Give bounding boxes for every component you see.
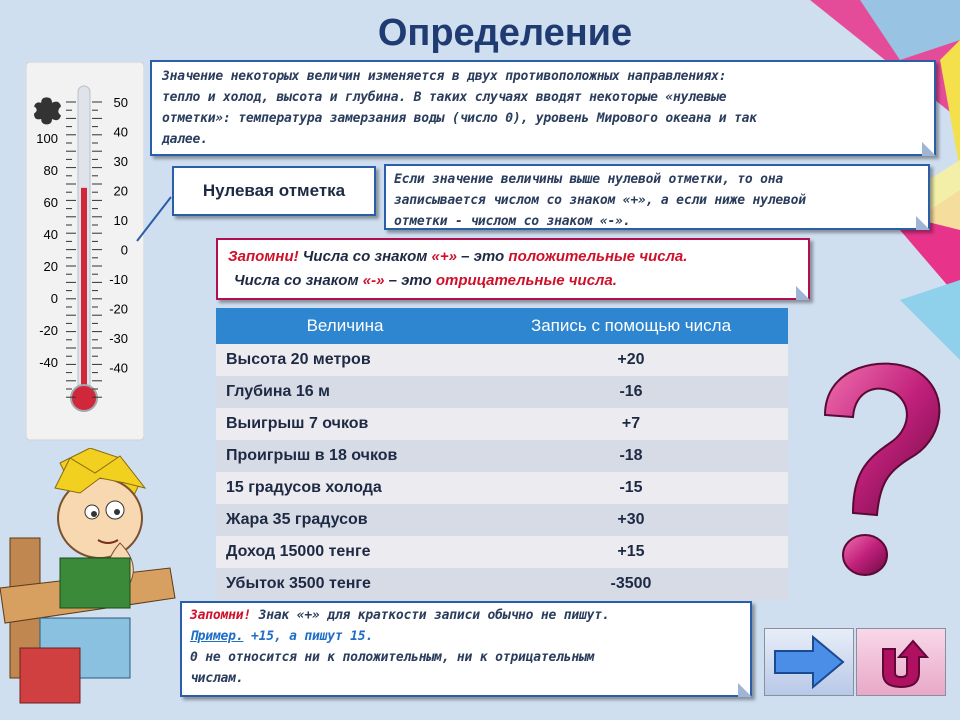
note-line-4: числам. xyxy=(190,671,244,686)
note-callout xyxy=(180,601,752,697)
thermometer-tick-label: 0 xyxy=(120,242,128,258)
minus-sign-text: «-» xyxy=(362,272,385,289)
plus-sign-text: «+» xyxy=(431,248,457,265)
thermometer-tick-label: 0 xyxy=(50,291,58,306)
table-header-record: Запись с помощью числа xyxy=(474,308,788,344)
thermometer-tick-label: -40 xyxy=(39,355,58,370)
note-text: Знак «+» для краткости записи обычно не пишут. xyxy=(251,608,610,623)
page-fold xyxy=(922,142,936,156)
zero-mark-callout xyxy=(384,164,930,230)
definition-line: Значение некоторых величин изменяется в двух противоположных направлениях: xyxy=(162,69,727,84)
thermometer-tick-label: -30 xyxy=(109,331,128,346)
table-cell-quantity: 15 градусов холода xyxy=(216,472,474,504)
page-fold xyxy=(916,216,930,230)
page-title: Определение xyxy=(377,12,633,54)
table-cell-quantity: Высота 20 метров xyxy=(216,344,474,376)
table-cell-quantity: Выигрыш 7 очков xyxy=(216,408,474,440)
thermometer-tick-label: 40 xyxy=(113,124,128,140)
definition-line: отметки»: температура замерзания воды (число 0), уровень Мирового океана и так xyxy=(162,111,757,126)
definition-line: далее. xyxy=(162,132,208,147)
remember-text: Числа со знаком xyxy=(298,248,432,265)
table-row xyxy=(216,408,788,440)
remember-text: – это xyxy=(456,248,509,265)
thermometer-tick-label: 100 xyxy=(36,131,58,146)
next-slide-button[interactable] xyxy=(764,628,854,696)
table-cell-value: -18 xyxy=(474,440,788,472)
note-lead: Запомни! xyxy=(190,608,252,623)
remember-box xyxy=(216,238,810,300)
thermometer-icon xyxy=(26,62,144,442)
thermometer-tick-label: 30 xyxy=(113,154,128,169)
example-label: Пример. xyxy=(190,629,244,644)
remember-text: Числа со знаком xyxy=(234,272,363,289)
table-cell-value: -15 xyxy=(474,472,788,504)
example-text: +15, а пишут 15. xyxy=(243,629,374,644)
zero-mark-line: записывается числом со знаком «+», а если ниже нулевой xyxy=(394,193,806,208)
thermometer-tick-label: 40 xyxy=(43,227,58,242)
definition-callout xyxy=(150,60,936,156)
table-cell-quantity: Жара 35 градусов xyxy=(216,504,474,536)
u-turn-icon xyxy=(857,629,945,695)
table-row xyxy=(216,504,788,536)
table-cell-value: -16 xyxy=(474,376,788,408)
note-line-2 xyxy=(190,626,742,647)
table-cell-quantity: Глубина 16 м xyxy=(216,376,474,408)
definition-line: тепло и холод, высота и глубина. В таких случаях вводят некоторые «нулевые xyxy=(162,90,727,105)
note-line-3: 0 не относится ни к положительным, ни к отрицательным xyxy=(190,650,595,665)
thermometer-tick-label: 50 xyxy=(113,95,128,110)
table-cell-quantity: Доход 15000 тенге xyxy=(216,536,474,568)
table-cell-value: -3500 xyxy=(474,568,788,600)
positive-numbers-term: положительные числа. xyxy=(508,248,688,265)
thermometer-tick-label: 80 xyxy=(43,163,58,178)
thermometer-tick-label: 20 xyxy=(43,259,58,274)
remember-line-1 xyxy=(228,245,798,269)
table-cell-value: +20 xyxy=(474,344,788,376)
return-button[interactable] xyxy=(856,628,946,696)
thinking-student-illustration xyxy=(0,448,180,718)
table-row xyxy=(216,440,788,472)
thermometer-tick-label: 10 xyxy=(113,213,128,228)
arrow-right-icon xyxy=(765,629,853,695)
table-row xyxy=(216,568,788,600)
quantity-table xyxy=(216,308,788,600)
table-header-quantity: Величина xyxy=(216,308,474,344)
table-cell-value: +30 xyxy=(474,504,788,536)
zero-mark-label: Нулевая отметка xyxy=(172,166,376,216)
table-row xyxy=(216,536,788,568)
table-cell-value: +7 xyxy=(474,408,788,440)
zero-mark-line: отметки - числом со знаком «-». xyxy=(394,214,631,229)
table-cell-value: +15 xyxy=(474,536,788,568)
table-row xyxy=(216,472,788,504)
thermometer-tick-label: -20 xyxy=(109,301,128,317)
thermometer-tick-label: 20 xyxy=(113,183,128,199)
thermometer-tick-label: -10 xyxy=(109,272,128,287)
thermometer-tick-label: -20 xyxy=(39,323,58,338)
negative-numbers-term: отрицательные числа. xyxy=(435,272,617,289)
remember-text: – это xyxy=(384,272,436,289)
remember-lead: Запомни! xyxy=(228,248,299,265)
page-fold xyxy=(738,683,752,697)
table-cell-quantity: Убыток 3500 тенге xyxy=(216,568,474,600)
thermometer-tick-label: 60 xyxy=(43,195,58,210)
question-mark-icon xyxy=(805,355,955,595)
remember-line-2 xyxy=(228,269,798,293)
zero-mark-line: Если значение величины выше нулевой отметки, то она xyxy=(394,172,783,187)
thermometer-tick-label: -40 xyxy=(109,360,128,376)
note-line-1 xyxy=(190,605,742,626)
table-row xyxy=(216,376,788,408)
page-fold xyxy=(796,286,810,300)
thermometer-mercury xyxy=(81,188,87,400)
table-cell-quantity: Проигрыш в 18 очков xyxy=(216,440,474,472)
table-row xyxy=(216,344,788,376)
